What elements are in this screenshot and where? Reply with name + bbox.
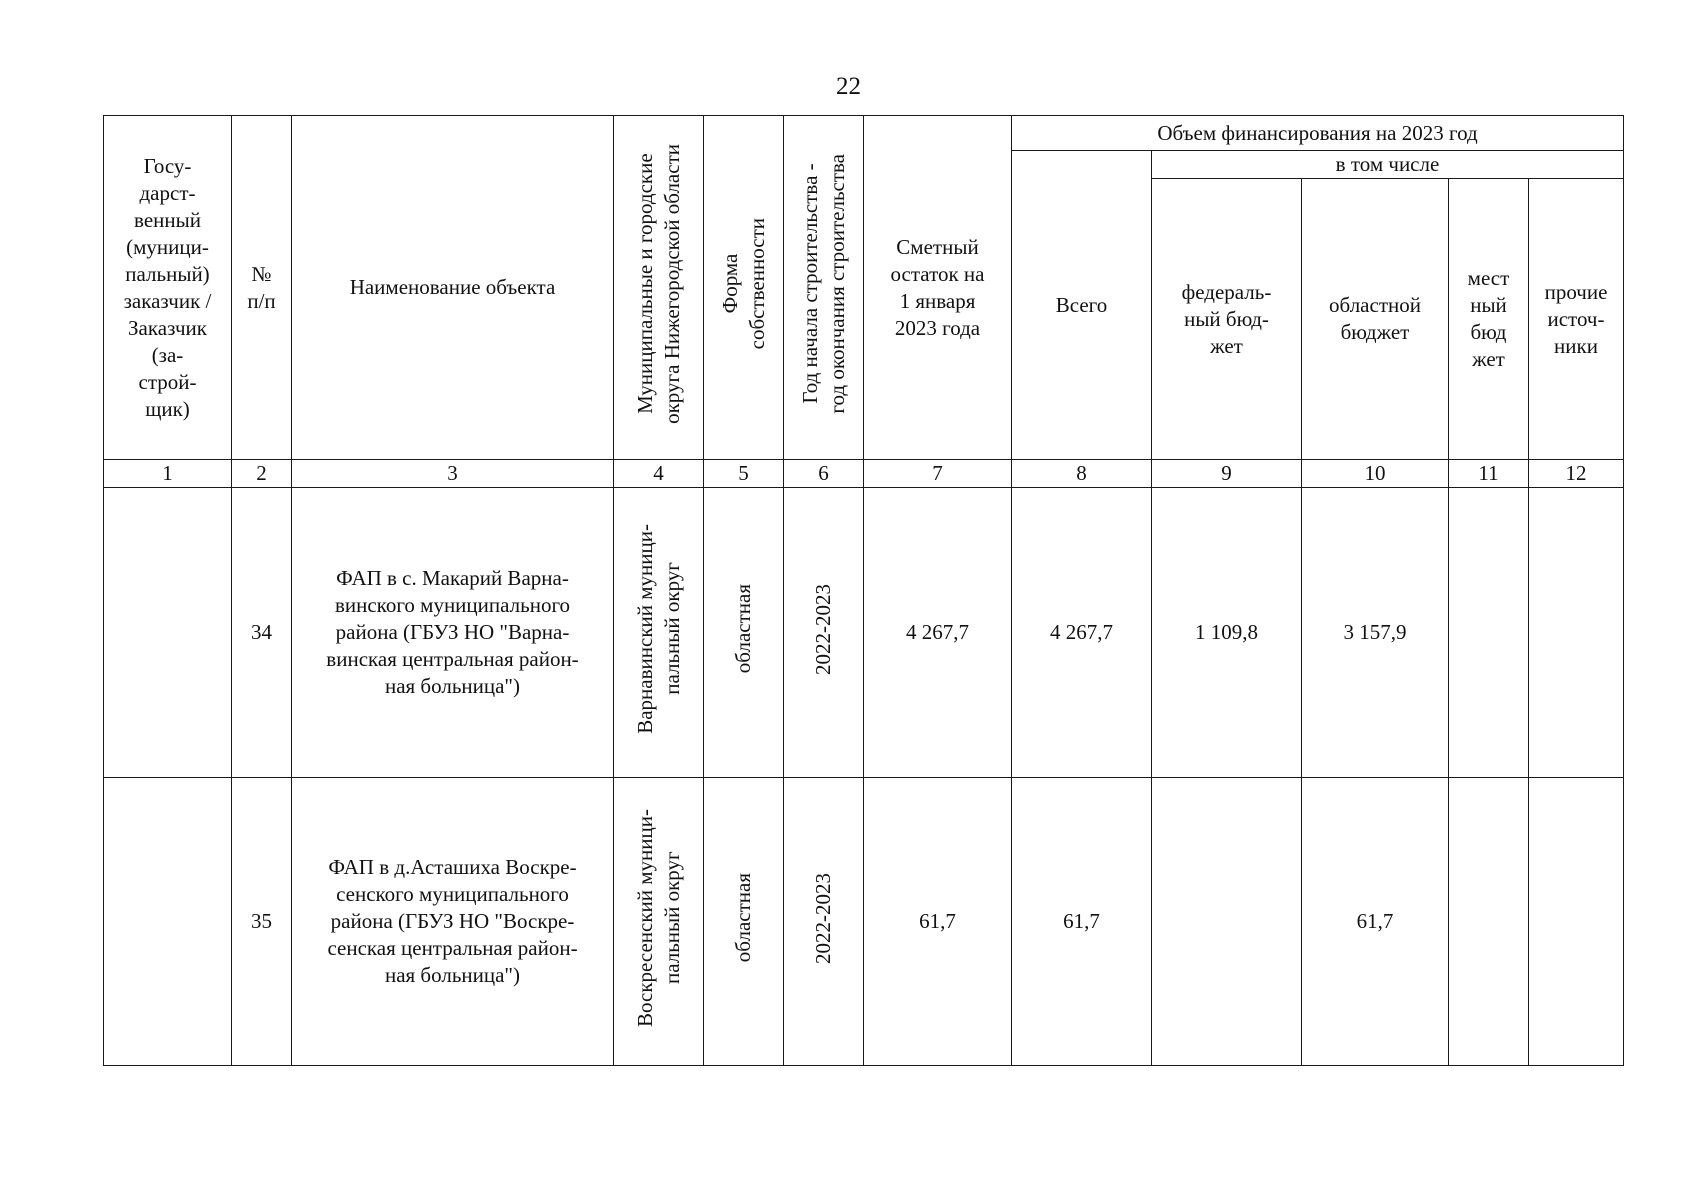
financing-table bbox=[103, 115, 1624, 1066]
cell-other bbox=[1529, 488, 1624, 778]
cell-number: 35 bbox=[232, 778, 292, 1066]
cell-local bbox=[1449, 778, 1529, 1066]
header-total: Всего bbox=[1012, 151, 1152, 460]
cell-regional: 61,7 bbox=[1302, 778, 1449, 1066]
cell-customer bbox=[104, 488, 232, 778]
cell-remainder: 4 267,7 bbox=[864, 488, 1012, 778]
cell-total: 61,7 bbox=[1012, 778, 1152, 1066]
header-local: мест ный бюд жет bbox=[1449, 179, 1529, 460]
cell-years: 2022-2023 bbox=[784, 778, 864, 1066]
table-row bbox=[104, 488, 1624, 778]
cell-federal bbox=[1152, 778, 1302, 1066]
cell-years: 2022-2023 bbox=[784, 488, 864, 778]
column-number: 7 bbox=[864, 460, 1012, 488]
header-object-name: Наименование объекта bbox=[292, 116, 614, 460]
cell-ownership: областная bbox=[704, 778, 784, 1066]
cell-other bbox=[1529, 778, 1624, 1066]
header-other: прочие источ- ники bbox=[1529, 179, 1624, 460]
column-number: 6 bbox=[784, 460, 864, 488]
header-including: в том числе bbox=[1152, 151, 1624, 179]
cell-object-name: ФАП в с. Макарий Варна- винского муниципального района (ГБУЗ НО "Варна- винская центральная район- ная больница") bbox=[292, 488, 614, 778]
header-federal: федераль- ный бюд- жет bbox=[1152, 179, 1302, 460]
header-number: № п/п bbox=[232, 116, 292, 460]
column-number: 10 bbox=[1302, 460, 1449, 488]
column-number: 4 bbox=[614, 460, 704, 488]
column-number: 1 bbox=[104, 460, 232, 488]
column-number: 9 bbox=[1152, 460, 1302, 488]
column-number: 2 bbox=[232, 460, 292, 488]
cell-regional: 3 157,9 bbox=[1302, 488, 1449, 778]
cell-number: 34 bbox=[232, 488, 292, 778]
column-number: 11 bbox=[1449, 460, 1529, 488]
cell-total: 4 267,7 bbox=[1012, 488, 1152, 778]
cell-district: Варнавинский муници- пальный округ bbox=[614, 488, 704, 778]
header-funding-group: Объем финансирования на 2023 год bbox=[1012, 116, 1624, 151]
header-remainder: Сметный остаток на 1 января 2023 года bbox=[864, 116, 1012, 460]
header-years: Год начала строительства - год окончания строительства bbox=[784, 116, 864, 460]
column-number: 12 bbox=[1529, 460, 1624, 488]
cell-object-name: ФАП в д.Асташиха Воскре- сенского муниципального района (ГБУЗ НО "Воскре- сенская центральная район- ная больница") bbox=[292, 778, 614, 1066]
header-ownership: Форма собственности bbox=[704, 116, 784, 460]
cell-remainder: 61,7 bbox=[864, 778, 1012, 1066]
header-district: Муниципальные и городские округа Нижегородской области bbox=[614, 116, 704, 460]
cell-federal: 1 109,8 bbox=[1152, 488, 1302, 778]
header-customer: Госу- дарст- венный (муници- пальный) заказчик / Заказчик (за- строй- щик) bbox=[104, 116, 232, 460]
cell-local bbox=[1449, 488, 1529, 778]
cell-customer bbox=[104, 778, 232, 1066]
header-regional: областной бюджет bbox=[1302, 179, 1449, 460]
column-number: 8 bbox=[1012, 460, 1152, 488]
cell-district: Воскресенский муници- пальный округ bbox=[614, 778, 704, 1066]
column-number: 5 bbox=[704, 460, 784, 488]
cell-ownership: областная bbox=[704, 488, 784, 778]
page-number: 22 bbox=[836, 73, 861, 100]
table-row bbox=[104, 778, 1624, 1066]
column-number: 3 bbox=[292, 460, 614, 488]
